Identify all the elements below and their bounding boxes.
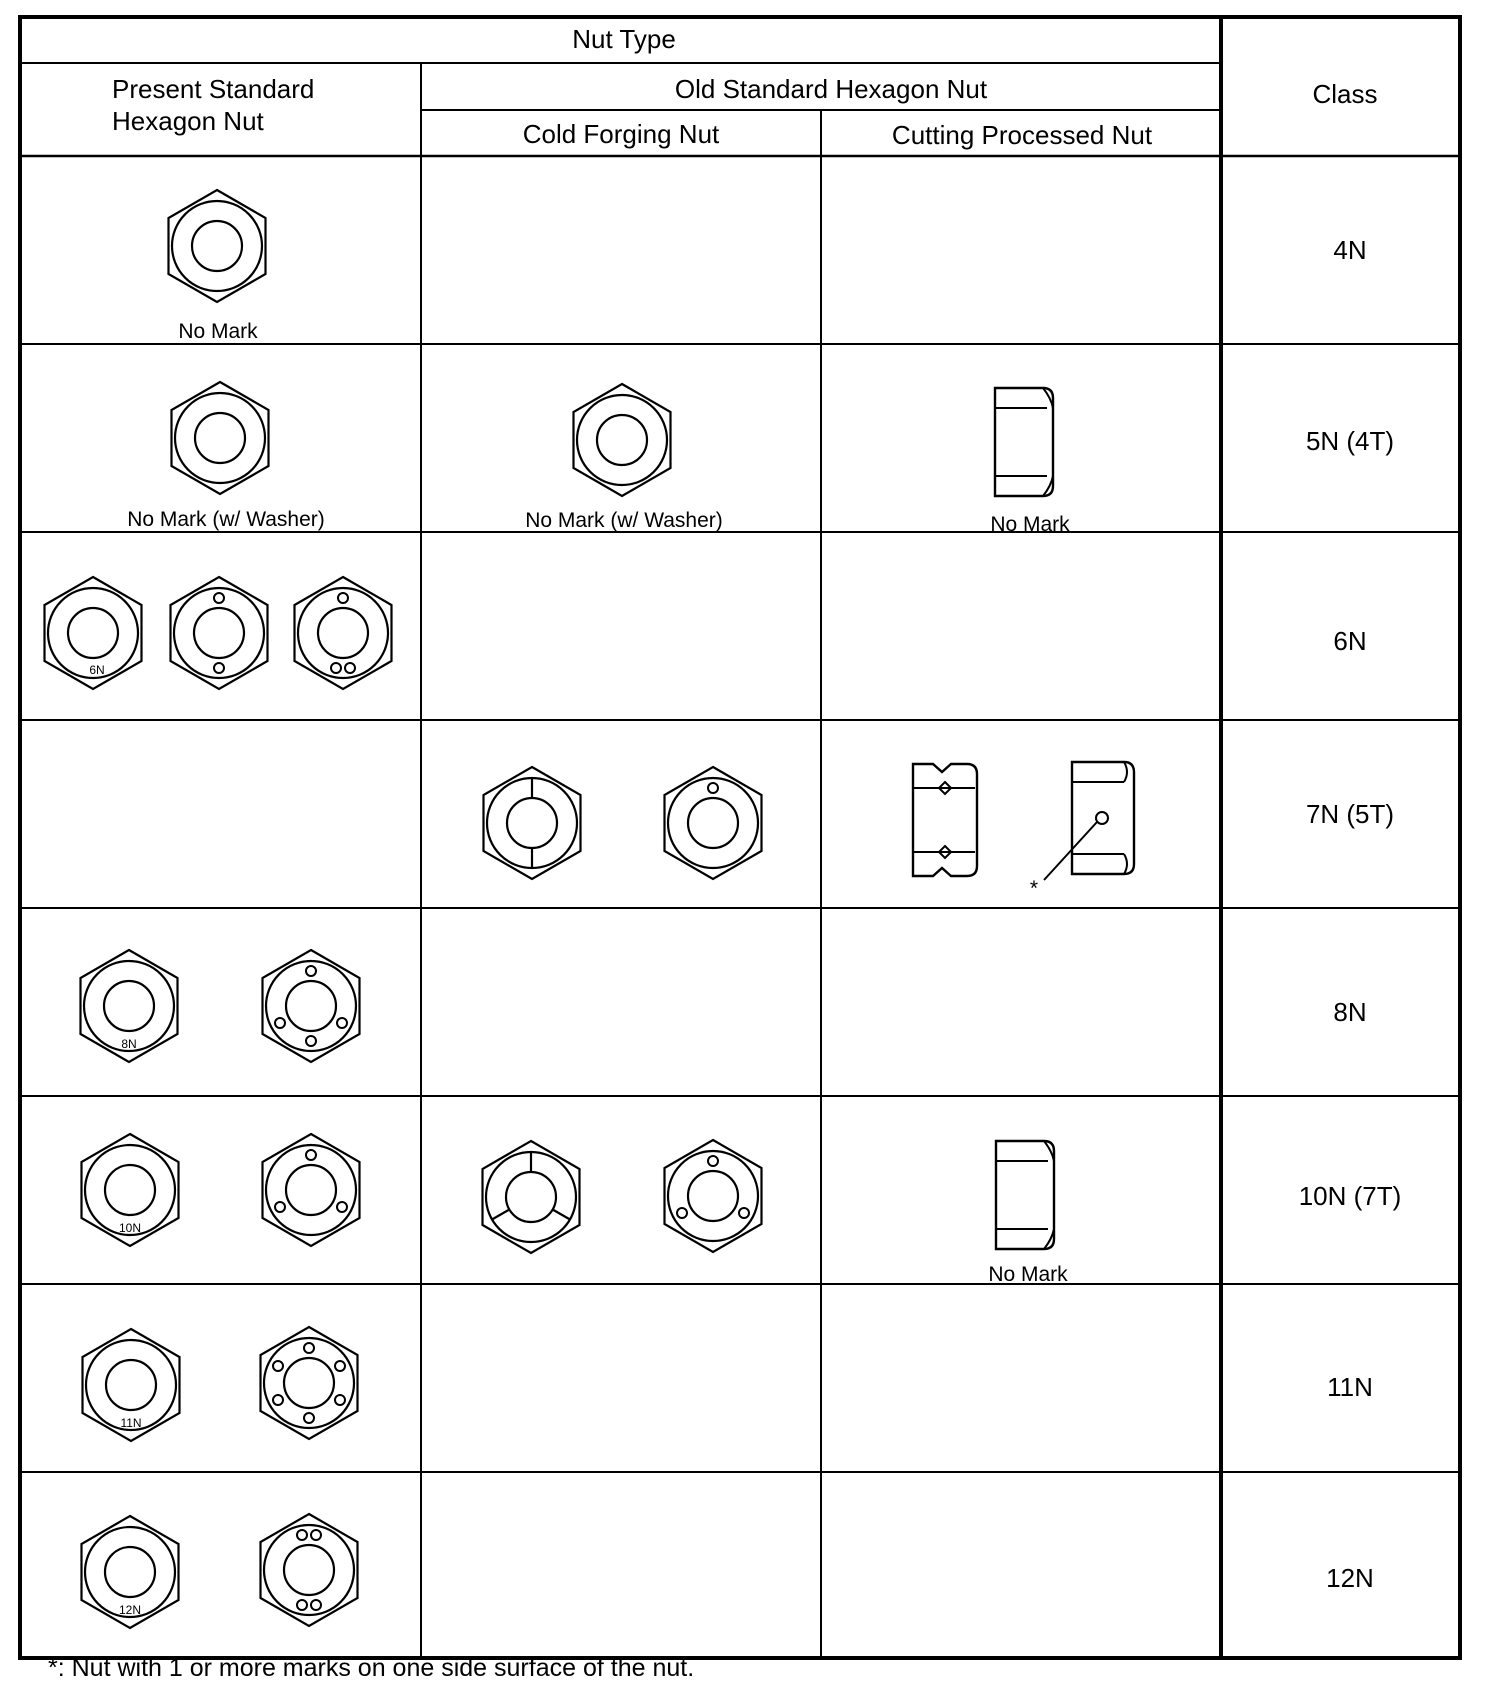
hex-nut-icon xyxy=(665,1140,762,1252)
mark-6n: 6N xyxy=(89,663,105,677)
hex-nut-icon xyxy=(169,190,266,302)
hex-nut-icon xyxy=(263,1134,360,1246)
asterisk-callout: * xyxy=(1029,877,1039,900)
header-nut-type: Nut Type xyxy=(572,24,676,54)
header-present-standard-line1: Present Standard xyxy=(112,74,315,104)
side-view-nut-icon xyxy=(995,388,1053,496)
header-class: Class xyxy=(1312,79,1378,109)
mark-8n: 8N xyxy=(121,1037,137,1051)
hex-nut-icon xyxy=(483,1141,580,1253)
caption-no-mark-washer: No Mark (w/ Washer) xyxy=(127,508,325,531)
hex-nut-icon xyxy=(484,767,581,879)
class-8n: 8N xyxy=(1333,997,1367,1027)
hex-nut-icon xyxy=(665,767,762,879)
hex-nut-icon xyxy=(81,950,178,1062)
hex-nut-icon xyxy=(261,1514,358,1626)
class-11n: 11N xyxy=(1327,1372,1373,1402)
side-view-nut-icon xyxy=(913,764,977,876)
hex-nut-icon xyxy=(263,950,360,1062)
header-present-standard-line2: Hexagon Nut xyxy=(112,106,264,136)
hex-nut-icon xyxy=(82,1516,179,1628)
hex-nut-icon xyxy=(295,577,392,689)
header-cold-forging: Cold Forging Nut xyxy=(522,119,720,149)
hex-nut-icon xyxy=(45,577,142,689)
hex-nut-icon xyxy=(83,1329,180,1441)
class-4n: 4N xyxy=(1333,235,1367,265)
hex-nut-icon xyxy=(261,1327,358,1439)
caption-no-mark: No Mark xyxy=(990,513,1070,536)
caption-no-mark: No Mark xyxy=(988,1263,1068,1286)
class-6n: 6N xyxy=(1333,626,1367,656)
side-view-nut-icon xyxy=(996,1141,1054,1249)
class-7n: 7N (5T) xyxy=(1305,799,1395,829)
mark-11n: 11N xyxy=(120,1416,142,1430)
footnote: *: Nut with 1 or more marks on one side surface of the nut. xyxy=(48,1654,695,1682)
class-12n: 12N xyxy=(1326,1563,1374,1593)
header-old-standard: Old Standard Hexagon Nut xyxy=(674,74,988,104)
mark-10n: 10N xyxy=(118,1221,142,1235)
caption-no-mark-washer: No Mark (w/ Washer) xyxy=(525,509,723,532)
header-cutting-processed: Cutting Processed Nut xyxy=(891,120,1153,150)
caption-no-mark: No Mark xyxy=(178,320,258,343)
class-10n: 10N (7T) xyxy=(1298,1181,1402,1211)
mark-12n: 12N xyxy=(118,1603,142,1617)
class-5n: 5N (4T) xyxy=(1305,426,1395,456)
hex-nut-icon xyxy=(574,384,671,496)
hex-nut-icon xyxy=(82,1134,179,1246)
hex-nut-icon xyxy=(171,577,268,689)
side-view-nut-icon xyxy=(1044,762,1134,880)
hex-nut-icon xyxy=(172,382,269,494)
